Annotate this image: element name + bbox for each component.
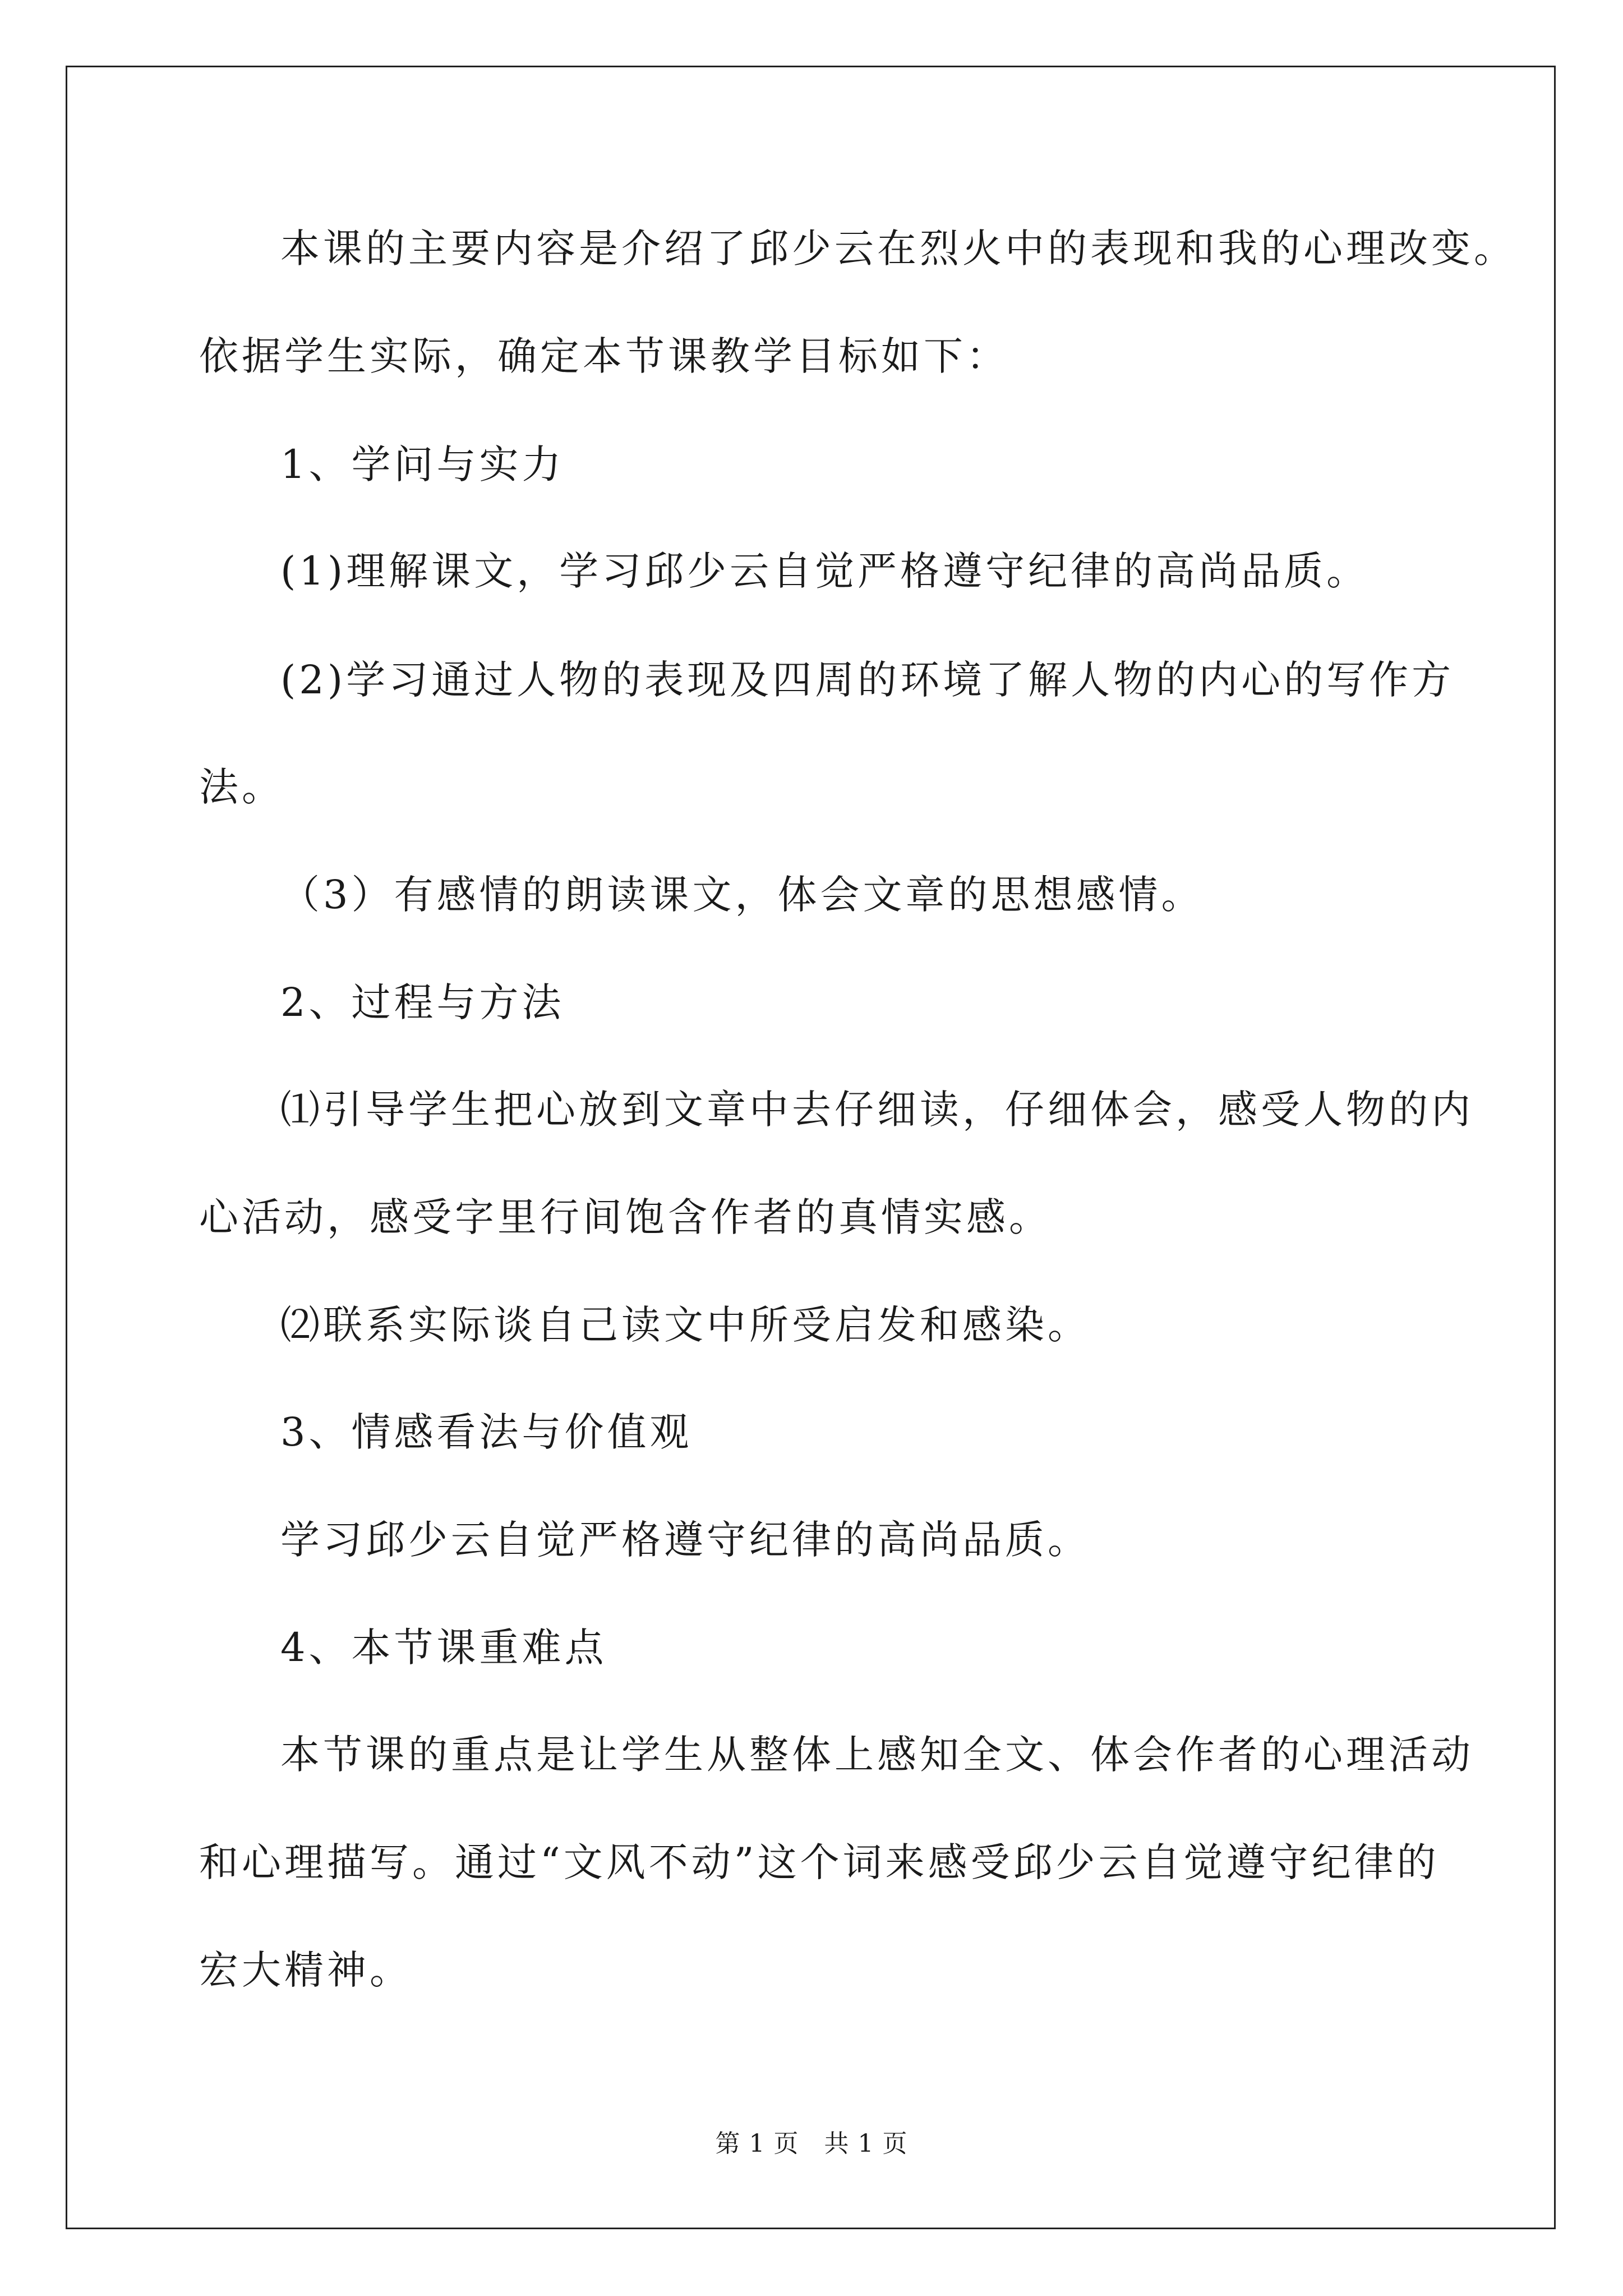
heading-knowledge-ability: 1、学问与实力 bbox=[280, 441, 565, 487]
heading-process-method: 2、过程与方法 bbox=[280, 979, 565, 1025]
page-border bbox=[66, 66, 1556, 2229]
objective-1-2-line-1: (2)学习通过人物的表现及四周的环境了解人物的内心的写作方 bbox=[280, 657, 1455, 703]
key-points-line-2: 和心理描写。通过“文风不动”这个词来感受邱少云自觉遵守纪律的 bbox=[199, 1839, 1440, 1885]
key-points-line-1: 本节课的重点是让学生从整体上感知全文、体会作者的心理活动 bbox=[280, 1732, 1474, 1778]
paragraph-intro-line-1: 本课的主要内容是介绍了邱少云在烈火中的表现和我的心理改变。 bbox=[280, 226, 1516, 272]
objective-1-2-line-2: 法。 bbox=[199, 764, 284, 810]
heading-emotion-values: 3、情感看法与价值观 bbox=[280, 1409, 693, 1455]
objective-2-2: ⑵联系实际谈自己读文中所受启发和感染。 bbox=[280, 1302, 1090, 1348]
paragraph-intro-line-2: 依据学生实际，确定本节课教学目标如下： bbox=[199, 333, 1009, 379]
key-points-line-3: 宏大精神。 bbox=[199, 1947, 412, 1993]
objective-2-1-line-2: 心活动，感受字里行间饱含作者的真情实感。 bbox=[199, 1194, 1052, 1240]
objective-2-1-line-1: ⑴引导学生把心放到文章中去仔细读，仔细体会，感受人物的内 bbox=[280, 1087, 1474, 1133]
page-footer: 第 1 页 共 1 页 bbox=[715, 2129, 908, 2158]
objective-1-1: (1)理解课文，学习邱少云自觉严格遵守纪律的高尚品质。 bbox=[280, 548, 1370, 594]
heading-key-points: 4、本节课重难点 bbox=[280, 1625, 607, 1671]
objective-3-text: 学习邱少云自觉严格遵守纪律的高尚品质。 bbox=[280, 1517, 1090, 1563]
objective-1-3: （3）有感情的朗读课文，体会文章的思想感情。 bbox=[280, 872, 1204, 918]
